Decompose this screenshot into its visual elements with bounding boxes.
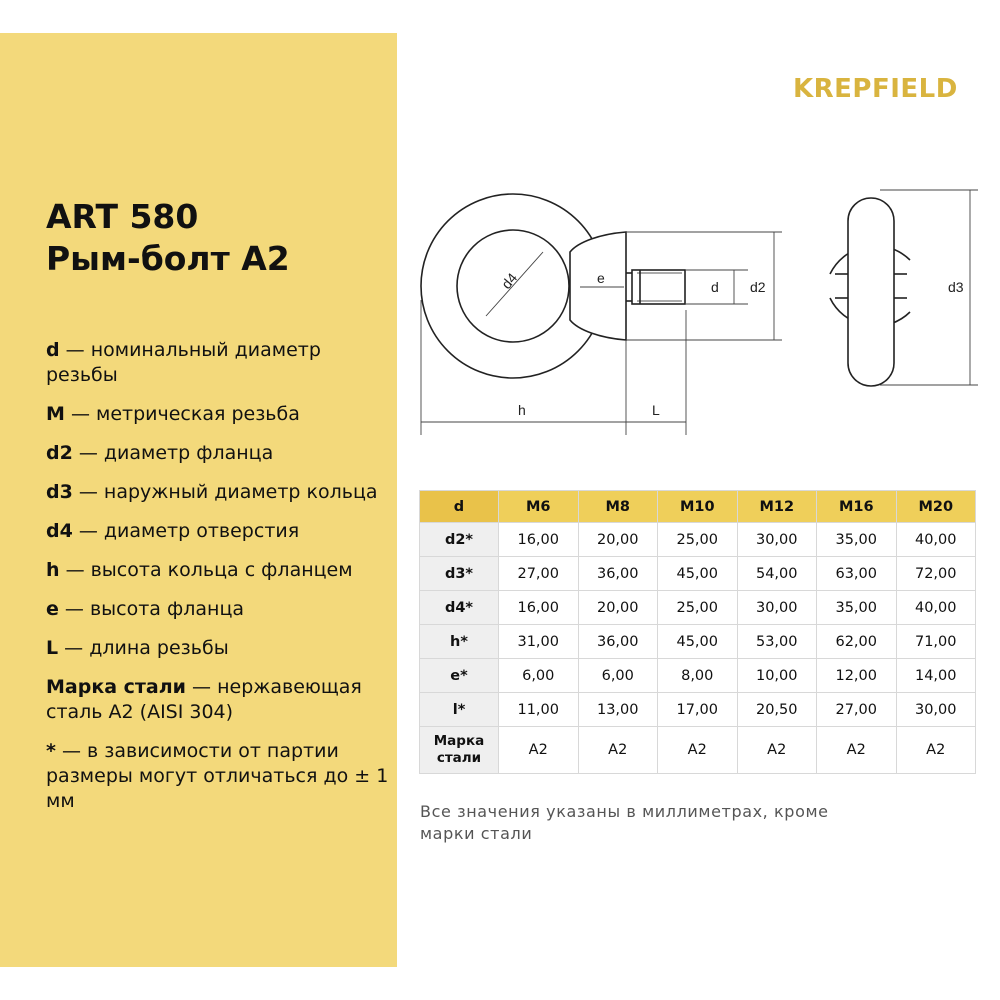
definition-item	[46, 558, 391, 583]
flange	[570, 232, 626, 340]
definition-text: — наружный диаметр кольца	[72, 481, 378, 503]
table-cell: A2	[817, 727, 897, 774]
definition-term: d3	[46, 481, 73, 503]
table-row	[420, 557, 976, 591]
definition-item	[46, 441, 391, 466]
table-cell: 6,00	[499, 659, 579, 693]
header-cell: M6	[499, 491, 579, 523]
definition-text: — длина резьбы	[58, 637, 229, 659]
table-row	[420, 693, 976, 727]
row-label-line: Марка	[433, 733, 485, 749]
row-label-line: стали	[436, 750, 482, 766]
definition-text: — нержавеющая сталь A2 (AISI 304)	[46, 676, 362, 723]
table-cell: 40,00	[896, 523, 976, 557]
definition-term: *	[46, 740, 56, 762]
definition-item	[46, 402, 391, 427]
header-cell: d	[420, 491, 499, 523]
definition-item	[46, 519, 391, 544]
table-cell: 35,00	[817, 591, 897, 625]
page-title	[46, 196, 290, 280]
title-product: Рым-болт A2	[46, 239, 290, 278]
table-cell: A2	[578, 727, 658, 774]
table-cell: 8,00	[658, 659, 738, 693]
definition-text: — в зависимости от партии размеры могут отличаться до ± 1 мм	[46, 740, 389, 812]
table-row	[420, 523, 976, 557]
table-cell: 36,00	[578, 557, 658, 591]
table-cell: 40,00	[896, 591, 976, 625]
definition-term: e	[46, 598, 59, 620]
row-label: e*	[420, 659, 499, 693]
label-d3: d3	[948, 279, 964, 295]
row-label: h*	[420, 625, 499, 659]
table-cell: 63,00	[817, 557, 897, 591]
table-cell: 14,00	[896, 659, 976, 693]
title-article: ART 580	[46, 197, 199, 236]
definition-term: Марка стали	[46, 676, 186, 698]
table-cell: 72,00	[896, 557, 976, 591]
header-cell: M10	[658, 491, 738, 523]
definition-item	[46, 739, 391, 814]
definition-text: — диаметр фланца	[72, 442, 274, 464]
definition-item	[46, 338, 391, 388]
label-e: e	[597, 270, 605, 286]
table-header-row	[420, 491, 976, 523]
dimensions-table	[419, 490, 976, 774]
table-cell: 31,00	[499, 625, 579, 659]
definition-text: — метрическая резьба	[64, 403, 300, 425]
header-cell: M16	[817, 491, 897, 523]
row-label: l*	[420, 693, 499, 727]
table-cell: 20,50	[737, 693, 817, 727]
table-cell: 20,00	[578, 591, 658, 625]
definition-item	[46, 675, 391, 725]
table-cell: 25,00	[658, 591, 738, 625]
definition-term: h	[46, 559, 60, 581]
table-cell: A2	[737, 727, 817, 774]
table-cell: 30,00	[896, 693, 976, 727]
table-cell: 20,00	[578, 523, 658, 557]
brand-logo: KREPFIELD	[793, 74, 958, 104]
table-cell: A2	[896, 727, 976, 774]
label-h: h	[518, 402, 526, 418]
table-cell: 30,00	[737, 523, 817, 557]
label-d4: d4	[498, 269, 521, 292]
table-cell: 53,00	[737, 625, 817, 659]
row-label: d3*	[420, 557, 499, 591]
table-row-steel-grade	[420, 727, 976, 774]
definition-item	[46, 636, 391, 661]
table-cell: 25,00	[658, 523, 738, 557]
definition-term: M	[46, 403, 65, 425]
table-cell: 45,00	[658, 625, 738, 659]
row-label	[420, 727, 499, 774]
label-L: L	[652, 402, 660, 418]
table-cell: 27,00	[499, 557, 579, 591]
table-cell: 71,00	[896, 625, 976, 659]
row-label: d4*	[420, 591, 499, 625]
table-cell: 36,00	[578, 625, 658, 659]
eye-bolt-drawing	[410, 180, 990, 450]
definition-text: — высота кольца с фланцем	[59, 559, 353, 581]
table-cell: A2	[658, 727, 738, 774]
definition-term: d4	[46, 520, 73, 542]
table-cell: A2	[499, 727, 579, 774]
definition-text: — номинальный диаметр резьбы	[46, 339, 321, 386]
table-cell: 54,00	[737, 557, 817, 591]
definition-text: — диаметр отверстия	[72, 520, 300, 542]
table-row	[420, 659, 976, 693]
definition-item	[46, 597, 391, 622]
definition-item	[46, 480, 391, 505]
table-cell: 16,00	[499, 523, 579, 557]
units-note: Все значения указаны в миллиметрах, кроме марки стали	[420, 802, 829, 843]
header-cell: M8	[578, 491, 658, 523]
definition-term: d	[46, 339, 60, 361]
table-cell: 35,00	[817, 523, 897, 557]
header-cell: M12	[737, 491, 817, 523]
table-cell: 10,00	[737, 659, 817, 693]
row-label: d2*	[420, 523, 499, 557]
table-row	[420, 591, 976, 625]
table-cell: 17,00	[658, 693, 738, 727]
header-cell: M20	[896, 491, 976, 523]
table-cell: 12,00	[817, 659, 897, 693]
table-cell: 16,00	[499, 591, 579, 625]
definitions-list	[46, 338, 391, 828]
table-cell: 27,00	[817, 693, 897, 727]
definition-term: L	[46, 637, 59, 659]
definition-text: — высота фланца	[58, 598, 245, 620]
label-d: d	[711, 279, 719, 295]
table-row	[420, 625, 976, 659]
table-cell: 30,00	[737, 591, 817, 625]
table-cell: 11,00	[499, 693, 579, 727]
table-cell: 6,00	[578, 659, 658, 693]
definition-term: d2	[46, 442, 73, 464]
table-cell: 13,00	[578, 693, 658, 727]
table-cell: 45,00	[658, 557, 738, 591]
label-d2: d2	[750, 279, 766, 295]
table-cell: 62,00	[817, 625, 897, 659]
side-view	[830, 198, 910, 386]
